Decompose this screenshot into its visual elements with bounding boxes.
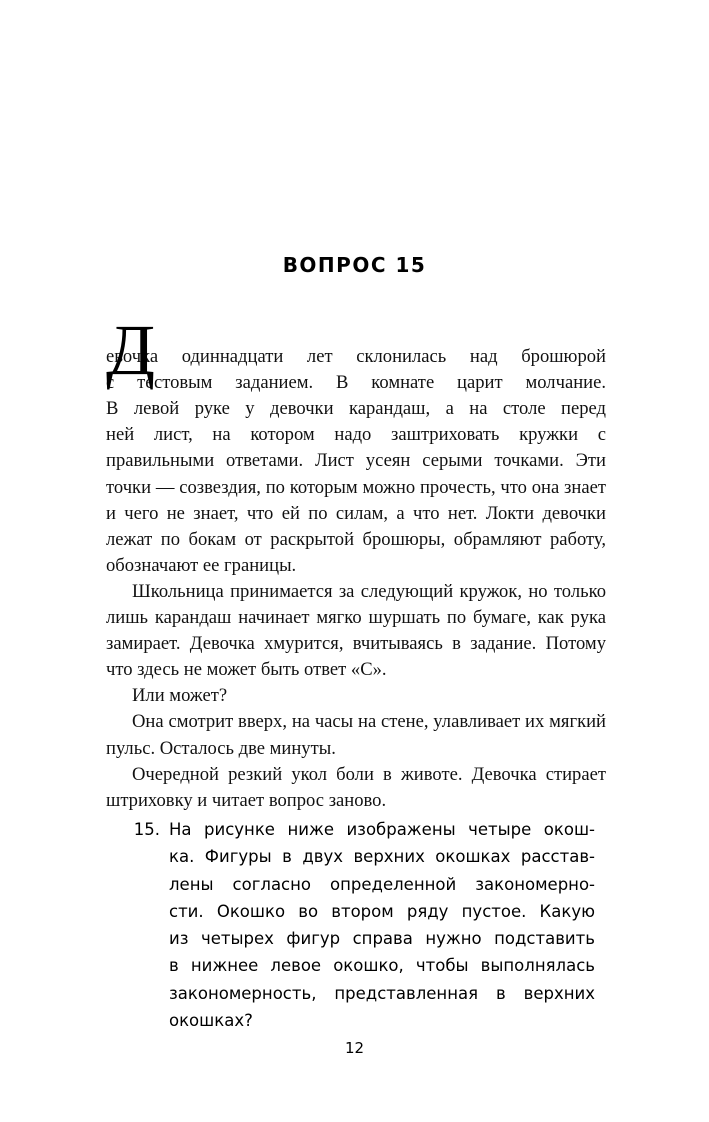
question-line: сти. Окошко во втором ряду пустое. Какую — [169, 901, 595, 921]
page-number: 12 — [344, 1039, 365, 1057]
drop-cap: Д — [106, 310, 156, 390]
text-line: евочка одиннадцати лет склонилась над брошюрой — [106, 346, 606, 368]
question-line: закономерность, представленная в верхних — [169, 983, 595, 1003]
paragraph-3: Или может? — [132, 685, 228, 707]
paragraph-4: Она смотрит вверх, на часы на стене, улавливает их мягкий пульс. Осталось две минуты. — [106, 711, 606, 759]
question-text — [169, 816, 595, 1034]
question-line: ка. Фигуры в двух верхних окошках расстав- — [169, 847, 595, 867]
question-line: из четырех фигур справа нужно подставить — [169, 929, 595, 949]
paragraph-1-rest: ней лист, на котором надо заштриховать кружки с правильными ответами. Лист усеян серыми точками. Эти точки — созвездия, по которым можно прочесть, что она знает и чего не знает, что ей по силам, а что нет. Локти девочки лежат по бокам от раскрытой брошюры, обрамляют работу, обозначают ее границы. — [106, 424, 606, 576]
question-number: 15. — [133, 820, 160, 839]
question-row — [127, 816, 595, 1034]
question-line: окошках? — [169, 1011, 253, 1031]
question-line: в нижнее левое окошко, чтобы выполнялась — [169, 956, 595, 976]
body-text — [106, 310, 606, 814]
paragraph-5: Очередной резкий укол боли в животе. Девочка стирает штриховку и читает вопрос заново. — [106, 763, 606, 811]
question-block — [127, 816, 595, 1034]
drop-cap-lines — [106, 344, 606, 422]
text-line: В левой руке у девочки карандаш, а на столе перед — [106, 398, 606, 420]
question-line: На рисунке ниже изображены четыре окош- — [169, 820, 595, 839]
question-line: лены согласно определенной закономерно- — [169, 874, 595, 894]
text-line: с тестовым заданием. В комнате царит молчание. — [106, 372, 606, 394]
paragraph-2: Школьница принимается за следующий кружок, но только лишь карандаш начинает мягко шуршать по бумаге, как рука замирает. Девочка хмурится, вчитываясь в задание. Потому что здесь не может быть ответ «С». — [106, 580, 606, 681]
paragraph-1 — [106, 310, 606, 579]
page-title: ВОПРОС 15 — [282, 253, 427, 277]
